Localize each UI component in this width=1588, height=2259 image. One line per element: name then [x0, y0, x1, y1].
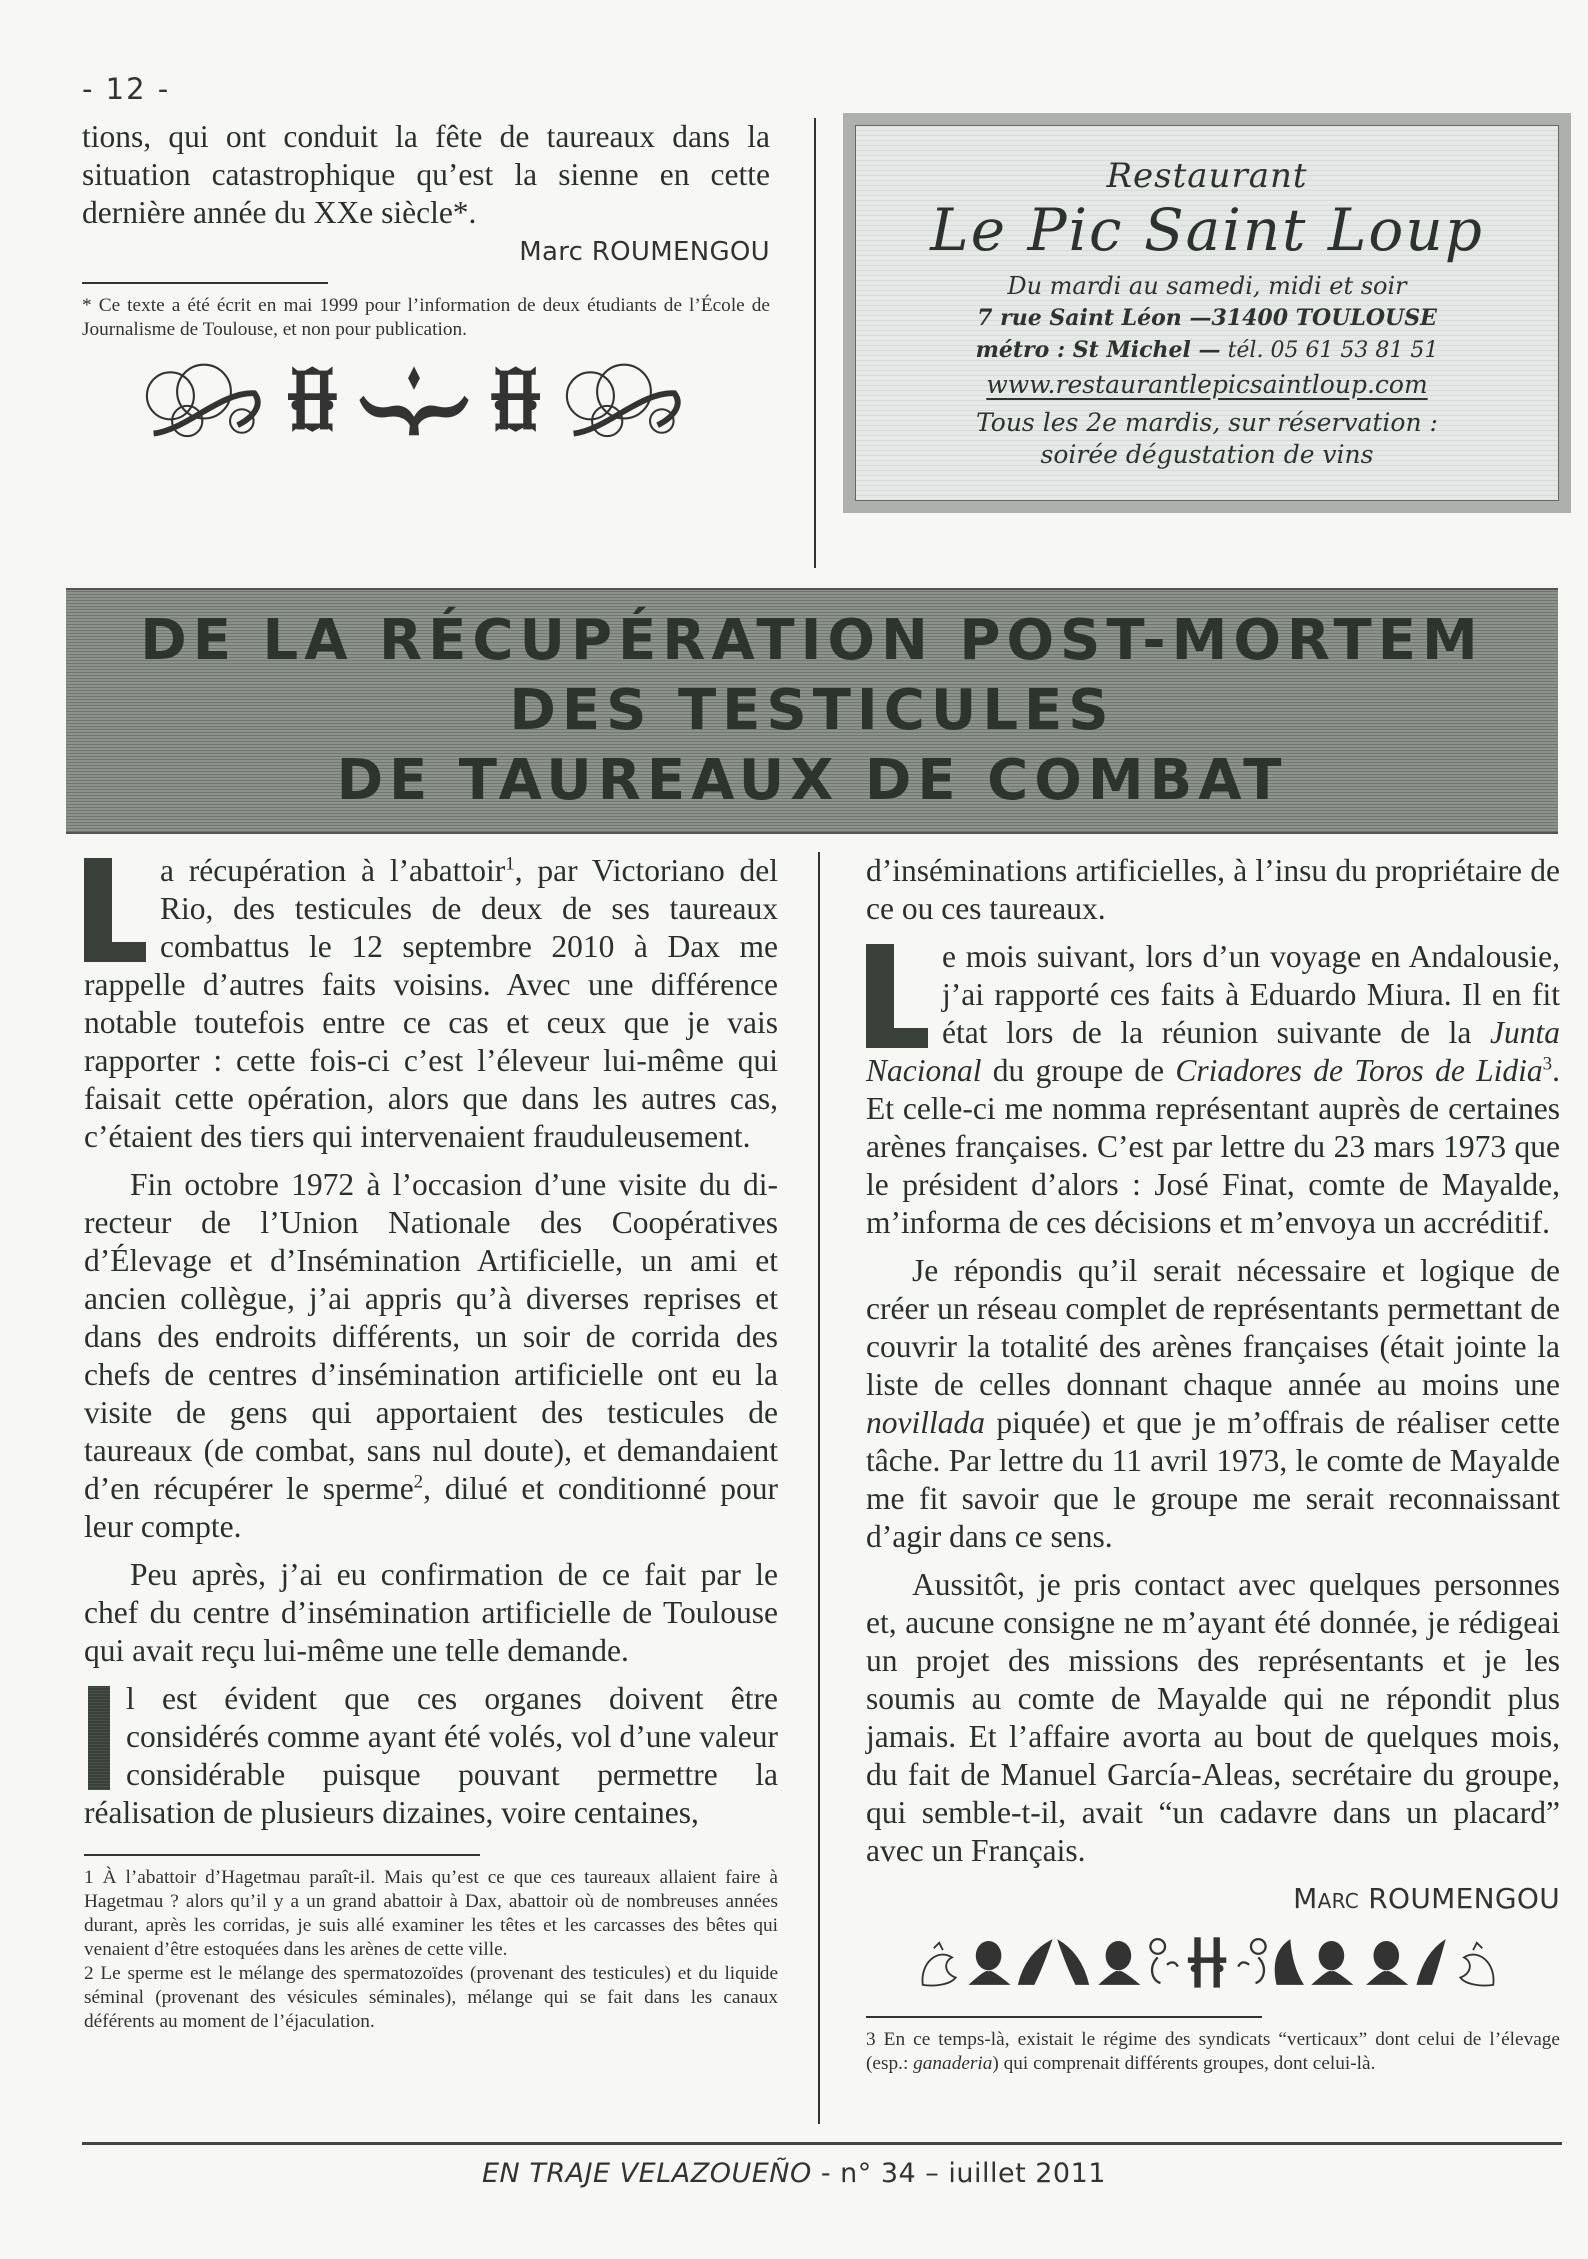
leaf-icon — [1018, 1939, 1053, 1985]
paragraph-text: piquée) et que je m’offrais de réaliser cette tâche. Par lettre du 11 avril 1973, le comte de Mayalde me fit savoir que le groupe me serait reconnaissant d’agir dans ce sens. — [866, 1405, 1560, 1554]
ad-event-line-1: Tous les 2e mardis, sur réservation : — [976, 407, 1438, 437]
fleur-scroll-icon — [359, 366, 468, 435]
italic-term: ganaderia — [913, 2053, 993, 2074]
footnote-ref-2[interactable]: 2 — [413, 1471, 424, 1493]
previous-article-signature: Marc ROUMENGOU — [519, 237, 770, 267]
acanthus-leaf-icon — [922, 1943, 955, 1986]
paragraph-text: Je répondis qu’il serait nécessaire et logique de créer un réseau complet de représentants permettant de couvrir la totalité des arènes françaises (était jointe la liste de celles donnant chaque année au moins une — [866, 1253, 1560, 1402]
dropcap-l — [866, 944, 928, 1048]
article-title-band — [66, 588, 1558, 834]
article-paragraph-2 — [84, 1166, 778, 1546]
footnote-1: 1 À l’abattoir d’Hagetmau paraît-il. Mais qu’est ce que ces taureaux allaient faire à Hagetmau ? alors qu’il y a un grand abattoir à Dax, abattoir où de nombreuses années durant, après les corridas, je suis allé examiner les têtes et les carcasses des bêtes qui venaient d’être estoquées dans les arènes de cette ville. — [84, 1867, 778, 1960]
dropcap-letter — [88, 1686, 89, 1687]
footnote-star-text: * Ce texte a été écrit en mai 1999 pour l’information de deux étudiants de l’École de Journalisme de Toulouse, et non pour publication. — [82, 295, 770, 340]
article-column-right — [866, 852, 1560, 2076]
tulip-icon — [968, 1941, 1010, 1985]
acanthus-leaf-icon — [1460, 1943, 1493, 1986]
ornament-divider-bottom — [888, 1930, 1528, 1994]
article-column-left — [84, 852, 778, 2034]
magazine-name: EN TRAJE VELAZOUEÑO — [482, 2158, 812, 2189]
footnote-ref-3[interactable]: 3 — [1542, 1053, 1553, 1075]
restaurant-advertisement — [843, 113, 1571, 513]
article-paragraph-1 — [84, 852, 778, 1156]
ad-metro-phone — [976, 334, 1439, 367]
article-paragraph-4 — [84, 1680, 778, 1832]
footnote-rule — [84, 1854, 480, 1856]
footnote-ref-1[interactable]: 1 — [505, 853, 515, 875]
article-paragraph-3: Peu après, j’ai eu confirmation de ce fait par le chef du centre d’insémination artificielle de Toulouse qui avait reçu lui-même une telle demande. — [84, 1557, 778, 1668]
ad-phone: tél. 05 61 53 81 51 — [1227, 337, 1439, 363]
footnote-text: ) qui comprenait différents groupes, dont celui-là. — [992, 2053, 1376, 2074]
ad-website-link[interactable]: www.restaurantlepicsaintloup.com — [986, 369, 1428, 399]
article-paragraph-7 — [866, 1252, 1560, 1556]
ad-kicker: Restaurant — [1106, 155, 1308, 196]
ornament-divider-top — [94, 358, 734, 442]
flourish-scroll-icon — [567, 365, 678, 436]
dropcap-l — [84, 858, 146, 962]
footnotes-right — [866, 2028, 1560, 2076]
footnote-text: 3 En ce temps-là, existait le régime des syndicats “verticaux” dont celui de l’élevage (esp.: — [866, 2029, 1560, 2074]
issue-info: - n° 34 – iuillet 2011 — [811, 2158, 1106, 2189]
previous-article-text: tions, qui ont conduit la fête de taureaux dans la situation catastrophique qu’est la sienne en cette dernière année du XXe siècle*. — [82, 119, 770, 230]
sun-sprig-icon — [1150, 1939, 1177, 1983]
previous-article — [82, 118, 770, 442]
ad-metro: métro : St Michel — — [975, 336, 1221, 363]
footnote-2: 2 Le sperme est le mélange des spermatozoïdes (provenant des testicules) et du liquide séminal (provenant des vésicules séminales), mélange qui se fait dans les canaux déférents au moment de l’éjaculation. — [84, 1963, 778, 2032]
dropcap-i — [88, 1686, 110, 1790]
sun-sprig-icon — [1238, 1939, 1265, 1983]
italic-term: Criadores de Toros de Lidia — [1175, 1053, 1543, 1088]
aztec-cross-icon — [1188, 1937, 1226, 1987]
page-number: - 12 - — [82, 72, 171, 106]
article-paragraph-8: Aussitôt, je pris contact avec quelques personnes et, aucune consigne ne m’ayant été donnée, je rédigeai un projet des missions des représentants et je les soumis au comte de Mayalde qui ne répondit plus jamais. Et l’affaire avorta au bout de quelques mois, du fait de Manuel García-Aleas, secrétaire du groupe, qui semble-t-il, avait “un cadavre dans un placard” avec un Français. — [866, 1567, 1560, 1868]
aztec-cross-icon — [288, 366, 337, 432]
ad-inner-frame — [855, 125, 1559, 501]
article-title-line-3: DE TAUREAUX DE COMBAT — [336, 748, 1288, 813]
italic-term: Junta Nacional — [866, 1015, 1560, 1088]
column-divider — [814, 118, 816, 568]
footnotes-left — [84, 1866, 778, 2034]
paragraph-text: du groupe de — [981, 1053, 1176, 1088]
footer-rule — [82, 2142, 1562, 2145]
article-paragraph-6 — [866, 938, 1560, 1242]
paragraph-text: Fin octobre 1972 à l’occasion d’une visite du directeur de l’Union Nationale des Coopératives d’Élevage et d’Insémination Artificielle, un ami et ancien collègue, j’ai appris qu’à diverses reprises et dans des endroits différents, un soir de corrida des chefs de centres d’insémination artificielle ont eu la visite de gens qui apportaient des testicules de taureaux (de combat, sans nul doute), et demandaient d’en récupérer le sperme — [84, 1167, 778, 1506]
article-body-left — [84, 852, 778, 1832]
leaf-icon — [1416, 1939, 1445, 1985]
italic-term: novillada — [866, 1405, 985, 1440]
paragraph-text: a récupération à l’abattoir — [160, 853, 506, 888]
article-body-right — [866, 852, 1560, 1870]
paragraph-text: e mois suivant, lors d’un voyage en Andalousie, j’ai rapporté ces faits à Eduardo Miura. Il en fit état lors de la réunion suivante de la — [942, 939, 1560, 1050]
article-paragraph-5: d’inséminations artificielles, à l’insu du propriétaire de ce ou ces taureaux. — [866, 853, 1560, 926]
paragraph-text: . Et celle-ci me nomma représentant auprès de certaines arènes françaises. C’est par lettre du 23 mars 1973 que le président d’alors : José Finat, comte de Mayalde, m’informa de ces décisions et m’envoya un accréditif. — [866, 1053, 1560, 1240]
ad-restaurant-name: Le Pic Saint Loup — [930, 195, 1484, 264]
leaf-icon — [1057, 1939, 1089, 1985]
page-footer — [0, 2157, 1588, 2191]
footnote-rule — [866, 2016, 1262, 2018]
ad-address: 7 rue Saint Léon —31400 TOULOUSE — [977, 304, 1437, 331]
footnote-rule — [82, 282, 328, 284]
leaf-icon — [1275, 1939, 1304, 1985]
ad-event-line-2: soirée dégustation de vins — [1040, 439, 1374, 469]
article-title-line-1: DE LA RÉCUPÉRATION POST-MORTEM — [140, 608, 1484, 673]
tulip-icon — [1366, 1941, 1408, 1985]
previous-article-ending — [82, 118, 770, 232]
aztec-cross-icon — [491, 366, 540, 432]
footnote-star — [82, 294, 770, 342]
flourish-scroll-icon — [147, 365, 258, 436]
tulip-icon — [1098, 1941, 1140, 1985]
paragraph-text: l est évident que ces organes doivent être considérés comme ayant été volés, vol d’une valeur considérable puisque pouvant permettre la réalisation de plusieurs dizaines, voire centaines, — [84, 1681, 778, 1830]
column-divider — [818, 852, 820, 2124]
tulip-icon — [1311, 1941, 1353, 1985]
footnote-3 — [866, 2028, 1560, 2076]
paragraph-text: , dilué et conditionné pour leur compte. — [84, 1471, 778, 1544]
paragraph-text: , par Victoriano del Rio, des testicules de deux de ses taureaux combattus le 12 septembre 2010 à Dax me rappelle d’autres faits voisins. Avec une différence notable toutefois entre ce cas et ceux que je vais rapporter : cette fois-ci c’est l’éleveur lui-même qui faisait cette opération, alors que dans les autres cas, c’étaient des tiers qui intervenaient frauduleusement. — [84, 853, 778, 1154]
ad-hours: Du mardi au samedi, midi et soir — [1007, 271, 1407, 300]
article-signature: Marc ROUMENGOU — [1293, 1882, 1560, 1915]
article-title-line-2: DES TESTICULES — [509, 678, 1115, 743]
